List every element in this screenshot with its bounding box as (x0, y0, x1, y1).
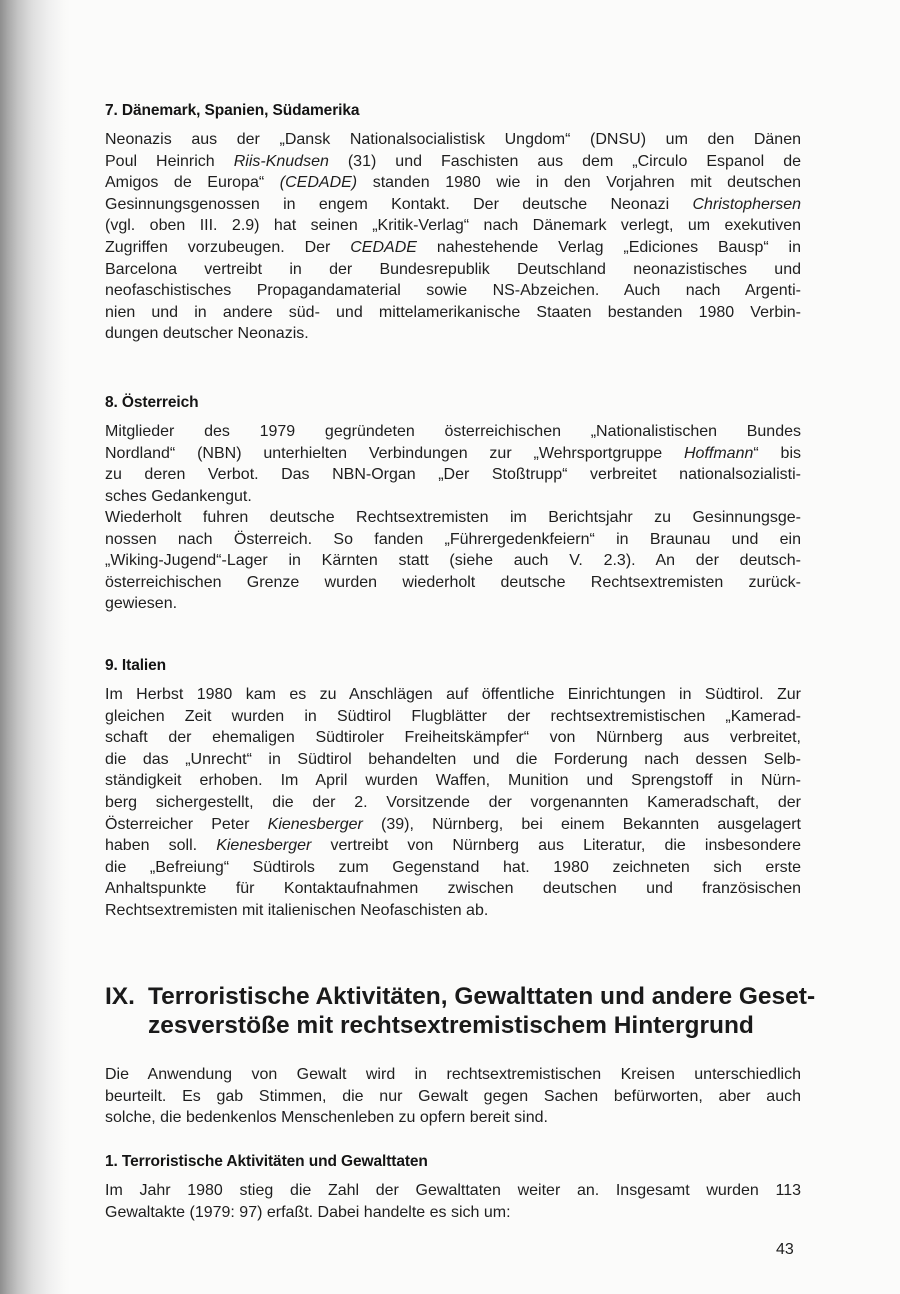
text-line: die „Befreiung“ Südtirols zum Gegenstand hat. 1980 zeichneten sich erste (105, 858, 801, 876)
italic-name: Kienesberger (216, 837, 312, 855)
section-heading-8: 8. Österreich (105, 394, 199, 411)
chapter-title-line: Terroristische Aktivitäten, Gewalttaten und andere Geset- (148, 983, 816, 1010)
subsection-heading-1: 1. Terroristische Aktivitäten und Gewalttaten (105, 1153, 428, 1170)
italic-name: (CEDADE) (279, 174, 358, 192)
section-7-paragraph (105, 129, 801, 345)
text-line: Amigos de Europa“ (CEDADE) standen 1980 wie in den Vorjahren mit deutschen (105, 174, 802, 192)
subsection-1-paragraph (105, 1180, 801, 1223)
page-number: 43 (776, 1241, 794, 1258)
text-line: (vgl. oben III. 2.9) hat seinen „Kritik-Verlag“ nach Dänemark verlegt, um exekutiven (105, 217, 801, 235)
text-line: Im Herbst 1980 kam es zu Anschlägen auf öffentliche Einrichtungen in Südtirol. Zur (105, 686, 801, 703)
text-line: Zugriffen vorzubeugen. Der CEDADE nahestehende Verlag „Ediciones Bausp“ in (105, 238, 801, 256)
page-binding-shadow (0, 0, 70, 1294)
text-line: gleichen Zeit wurden in Südtirol Flugblätter der rechtsextremistischen „Kamerad- (105, 707, 801, 725)
text-line: ständigkeit erhoben. Im April wurden Waffen, Munition und Sprengstoff in Nürn- (105, 772, 801, 790)
text-line: nossen nach Österreich. So fanden „Führergedenkfeiern“ in Braunau und ein (105, 530, 801, 548)
chapter-number: IX. (105, 983, 135, 1010)
text-line: Poul Heinrich Riis-Knudsen (31) und Faschisten aus dem „Circulo Espanol de (105, 152, 801, 170)
text-line: zu deren Verbot. Das NBN-Organ „Der Stoßtrupp“ verbreitet nationalsozialisti- (105, 466, 801, 484)
italic-name: Kienesberger (267, 815, 363, 833)
text-line: Wiederholt fuhren deutsche Rechtsextremisten im Berichtsjahr zu Gesinnungsge- (105, 509, 801, 526)
text-line: beurteilt. Es gab Stimmen, die nur Gewalt gegen Sachen befürworten, aber auch (105, 1087, 801, 1105)
text-line: haben soll. Kienesberger vertreibt von Nürnberg aus Literatur, die insbesondere (105, 837, 802, 855)
text-line: Anhaltspunkte für Kontaktaufnahmen zwischen deutschen und französischen (105, 880, 801, 898)
text-line: solche, die bedenkenlos Menschenleben zu opfern bereit sind. (105, 1109, 548, 1127)
italic-name: Hoffmann (684, 444, 754, 462)
text-line: berg sichergestellt, die der 2. Vorsitzende der vorgenannten Kameradschaft, der (105, 793, 801, 811)
section-8-paragraph-1 (105, 421, 801, 507)
text-line: „Wiking-Jugend“-Lager in Kärnten statt (siehe auch V. 2.3). An der deutsch- (105, 552, 801, 570)
section-heading-7: 7. Dänemark, Spanien, Südamerika (105, 102, 360, 119)
text-line: Die Anwendung von Gewalt wird in rechtsextremistischen Kreisen unterschiedlich (105, 1066, 801, 1083)
text-line: gewiesen. (105, 595, 178, 613)
text-line: Nordland“ (NBN) unterhielten Verbindungen zur „Wehrsportgruppe Hoffmann“ bis (105, 444, 801, 462)
italic-name: Riis-Knudsen (233, 152, 329, 170)
chapter-ix-intro-paragraph (105, 1064, 801, 1129)
text-line: dungen deutscher Neonazis. (105, 325, 309, 343)
text-line: Gewaltakte (1979: 97) erfaßt. Dabei handelte es sich um: (105, 1203, 511, 1221)
text-line: Barcelona vertreibt in der Bundesrepublik Deutschland neonazistisches und (105, 260, 801, 278)
italic-name: Christophersen (692, 195, 801, 213)
chapter-heading-ix (105, 982, 816, 1040)
text-line: sches Gedankengut. (105, 487, 252, 505)
text-line: nien und in andere süd- und mittelamerikanische Staaten bestanden 1980 Verbin- (105, 303, 801, 321)
text-line: Rechtsextremisten mit italienischen Neofaschisten ab. (105, 901, 489, 919)
text-line: österreichischen Grenze wurden wiederholt deutsche Rechtsextremisten zurück- (105, 573, 801, 591)
text-line: Im Jahr 1980 stieg die Zahl der Gewalttaten weiter an. Insgesamt wurden 113 (105, 1182, 801, 1199)
chapter-title (148, 982, 816, 1040)
text-line: Mitglieder des 1979 gegründeten österreichischen „Nationalistischen Bundes (105, 423, 801, 440)
section-9-paragraph (105, 684, 801, 922)
chapter-title-line: zesverstöße mit rechtsextremistischem Hintergrund (148, 1012, 754, 1039)
text-line: Gesinnungsgenossen in engem Kontakt. Der deutsche Neonazi Christophersen (105, 195, 801, 213)
text-line: schaft der ehemaligen Südtiroler Freiheitskämpfer“ von Nürnberg aus verbreitet, (105, 729, 801, 747)
text-line: Österreicher Peter Kienesberger (39), Nürnberg, bei einem Bekannten ausgelagert (105, 815, 802, 833)
section-8-paragraph-2 (105, 507, 801, 615)
text-line: neofaschistisches Propagandamaterial sowie NS-Abzeichen. Auch nach Argenti- (105, 282, 801, 300)
text-line: Neonazis aus der „Dansk Nationalsocialistisk Ungdom“ (DNSU) um den Dänen (105, 131, 801, 148)
section-heading-9: 9. Italien (105, 657, 167, 674)
document-page (105, 0, 816, 1221)
italic-name: CEDADE (350, 238, 417, 256)
text-line: die das „Unrecht“ in Südtirol behandelten und die Forderung nach dessen Selb- (105, 750, 801, 768)
